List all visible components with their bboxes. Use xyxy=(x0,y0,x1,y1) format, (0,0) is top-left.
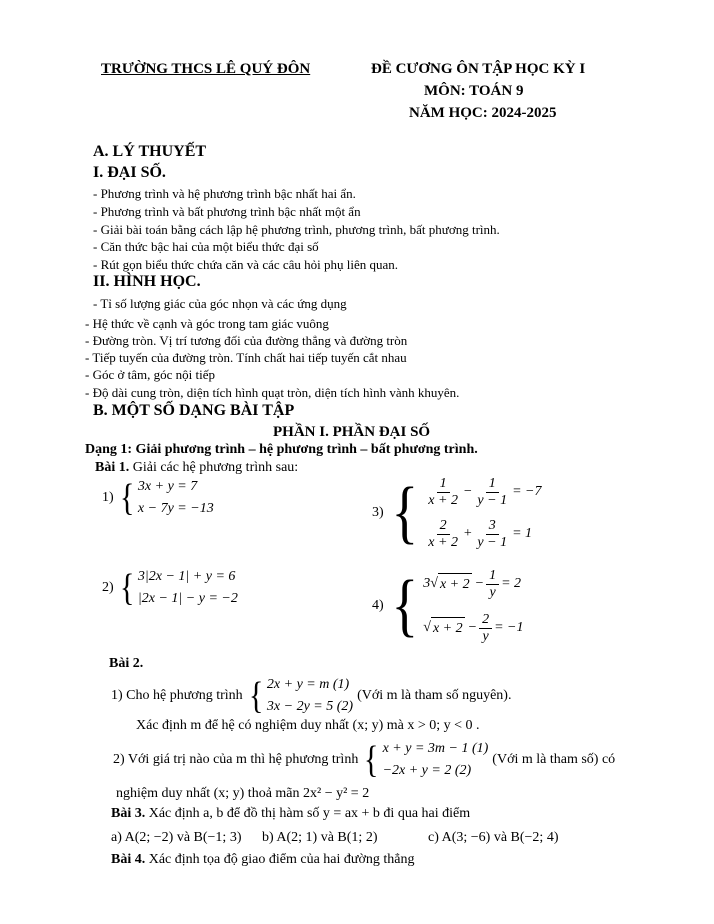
operator: + xyxy=(462,526,473,541)
fraction-denominator: x + 2 xyxy=(428,492,458,508)
dang1-title: Dạng 1: Giải phương trình – hệ phương trình – bất phương trình. xyxy=(85,442,478,457)
fraction-numerator: 1 xyxy=(486,568,499,585)
bai2-part2-intro: 2) Với giá trị nào của m thì hệ phương trình xyxy=(113,752,359,767)
fraction-denominator: y xyxy=(489,584,496,600)
bai3-option-a: a) A(2; −2) và B(−1; 3) xyxy=(111,830,242,845)
operator: − xyxy=(474,576,485,591)
sqrt-icon: √ xyxy=(430,576,438,591)
fraction-numerator: 1 xyxy=(437,476,450,493)
geometry-item: - Đường tròn. Vị trí tương đối của đường thẳng và đường tròn xyxy=(85,333,408,348)
section-b-title: B. MỘT SỐ DẠNG BÀI TẬP xyxy=(93,402,295,419)
bai2-label: Bài 2. xyxy=(109,656,144,671)
bai2-part2-eq1: x + y = 3m − 1 (1) xyxy=(382,741,489,756)
geometry-item: - Tiếp tuyến của đường tròn. Tính chất hai tiếp tuyến cắt nhau xyxy=(85,350,407,365)
system-4-label: 4) xyxy=(372,598,384,613)
algebra-title: I. ĐẠI SỐ. xyxy=(93,164,166,181)
fraction-denominator: y xyxy=(482,628,489,644)
fraction-numerator: 2 xyxy=(437,518,450,535)
geometry-item: - Hệ thức về cạnh và góc trong tam giác vuông xyxy=(85,316,329,331)
system-2-eq2: |2x − 1| − y = −2 xyxy=(137,591,238,606)
bai3-option-b: b) A(2; 1) và B(1; 2) xyxy=(262,830,378,845)
system-2 xyxy=(102,566,238,610)
sqrt-icon: √ xyxy=(423,620,431,635)
equation-rhs: = −7 xyxy=(512,484,542,499)
geometry-item: - Góc ở tâm, góc nội tiếp xyxy=(85,367,215,382)
bai2-part1 xyxy=(111,674,511,718)
bai2-part2 xyxy=(113,738,615,782)
system-4-eq2 xyxy=(423,610,523,646)
bai3-label: Bài 3. xyxy=(111,806,146,821)
algebra-item: - Phương trình và hệ phương trình bậc nhất hai ẩn. xyxy=(93,186,356,201)
fraction-denominator: y − 1 xyxy=(477,534,508,550)
system-3-label: 3) xyxy=(372,505,384,520)
geometry-item: - Độ dài cung tròn, diện tích hình quạt tròn, diện tích hình vành khuyên. xyxy=(85,385,460,400)
bai1-text: Giải các hệ phương trình sau: xyxy=(132,460,299,475)
left-brace-icon: { xyxy=(119,477,135,519)
geometry-item: - Tỉ số lượng giác của góc nhọn và các ứng dụng xyxy=(93,296,347,311)
bai2-part2-note: (Với m là tham số) có xyxy=(492,752,616,767)
left-brace-icon: { xyxy=(119,567,135,609)
fraction-numerator: 1 xyxy=(486,476,499,493)
fraction-denominator: x + 2 xyxy=(428,534,458,550)
equation-rhs: = 2 xyxy=(501,576,522,591)
bai4-label: Bài 4. xyxy=(111,852,146,867)
school-name: TRƯỜNG THCS LÊ QUÝ ĐÔN xyxy=(101,61,311,77)
system-2-eq1: 3|2x − 1| + y = 6 xyxy=(137,569,236,584)
bai2-part1-requirement: Xác định m để hệ có nghiệm duy nhất (x; y) mà x > 0; y < 0 . xyxy=(136,718,480,733)
left-brace-icon: { xyxy=(248,675,264,717)
bai2-part2-requirement: nghiệm duy nhất (x; y) thoả mãn 2x² − y² = 2 xyxy=(116,786,370,801)
left-brace-icon: { xyxy=(364,739,379,781)
operator: − xyxy=(467,620,478,635)
algebra-item: - Phương trình và bất phương trình bậc nhất một ẩn xyxy=(93,204,361,219)
bai2-part1-eq2: 3x − 2y = 5 (2) xyxy=(266,699,354,714)
equation-rhs: = 1 xyxy=(512,526,533,541)
bai2-part1-note: (Với m là tham số nguyên). xyxy=(357,688,512,703)
subject-line: MÔN: TOÁN 9 xyxy=(424,83,524,99)
system-1-eq2: x − 7y = −13 xyxy=(137,501,214,516)
geometry-title: II. HÌNH HỌC. xyxy=(93,273,201,290)
bai2-part1-eq1: 2x + y = m (1) xyxy=(266,677,350,692)
bai1-label: Bài 1. xyxy=(95,460,130,475)
bai3-option-c: c) A(3; −6) và B(−2; 4) xyxy=(428,830,559,845)
bai2-part1-intro: 1) Cho hệ phương trình xyxy=(111,688,243,703)
radicand: x + 2 xyxy=(438,573,472,596)
bai1-heading xyxy=(95,460,298,476)
document-title: ĐỀ CƯƠNG ÔN TẬP HỌC KỲ I xyxy=(371,61,586,77)
fraction-numerator: 3 xyxy=(486,518,499,535)
system-4-eq1 xyxy=(423,566,523,602)
system-1-eq1: 3x + y = 7 xyxy=(137,479,198,494)
equation-rhs: = −1 xyxy=(494,620,524,635)
school-year: NĂM HỌC: 2024-2025 xyxy=(409,105,557,121)
bai3-text: Xác định a, b để đồ thị hàm số y = ax + b đi qua hai điểm xyxy=(148,806,471,821)
fraction-numerator: 2 xyxy=(479,612,492,629)
left-brace-icon: { xyxy=(391,474,418,551)
operator: − xyxy=(462,484,473,499)
system-4 xyxy=(372,566,524,646)
system-1-label: 1) xyxy=(102,490,114,505)
left-brace-icon: { xyxy=(391,567,418,644)
bai2-part2-eq2: −2x + y = 2 (2) xyxy=(382,763,472,778)
system-3 xyxy=(372,474,541,552)
bai4-text: Xác định tọa độ giao điểm của hai đường thẳng xyxy=(148,852,415,867)
coefficient: 3 xyxy=(423,576,431,591)
algebra-item: - Rút gọn biểu thức chứa căn và các câu hỏi phụ liên quan. xyxy=(93,257,399,272)
system-3-eq1 xyxy=(423,474,541,510)
bai3-heading xyxy=(111,806,470,822)
algebra-item: - Giải bài toán bằng cách lập hệ phương trình, phương trình, bất phương trình. xyxy=(93,222,500,237)
system-3-eq2 xyxy=(423,516,541,552)
radicand: x + 2 xyxy=(431,617,465,640)
algebra-item: - Căn thức bậc hai của một biểu thức đại số xyxy=(93,239,319,254)
system-2-label: 2) xyxy=(102,580,114,595)
part1-title: PHẦN I. PHẦN ĐẠI SỐ xyxy=(273,424,431,440)
bai4-heading xyxy=(111,852,415,868)
fraction-denominator: y − 1 xyxy=(477,492,508,508)
section-a-title: A. LÝ THUYẾT xyxy=(93,143,207,160)
system-1 xyxy=(102,476,214,520)
